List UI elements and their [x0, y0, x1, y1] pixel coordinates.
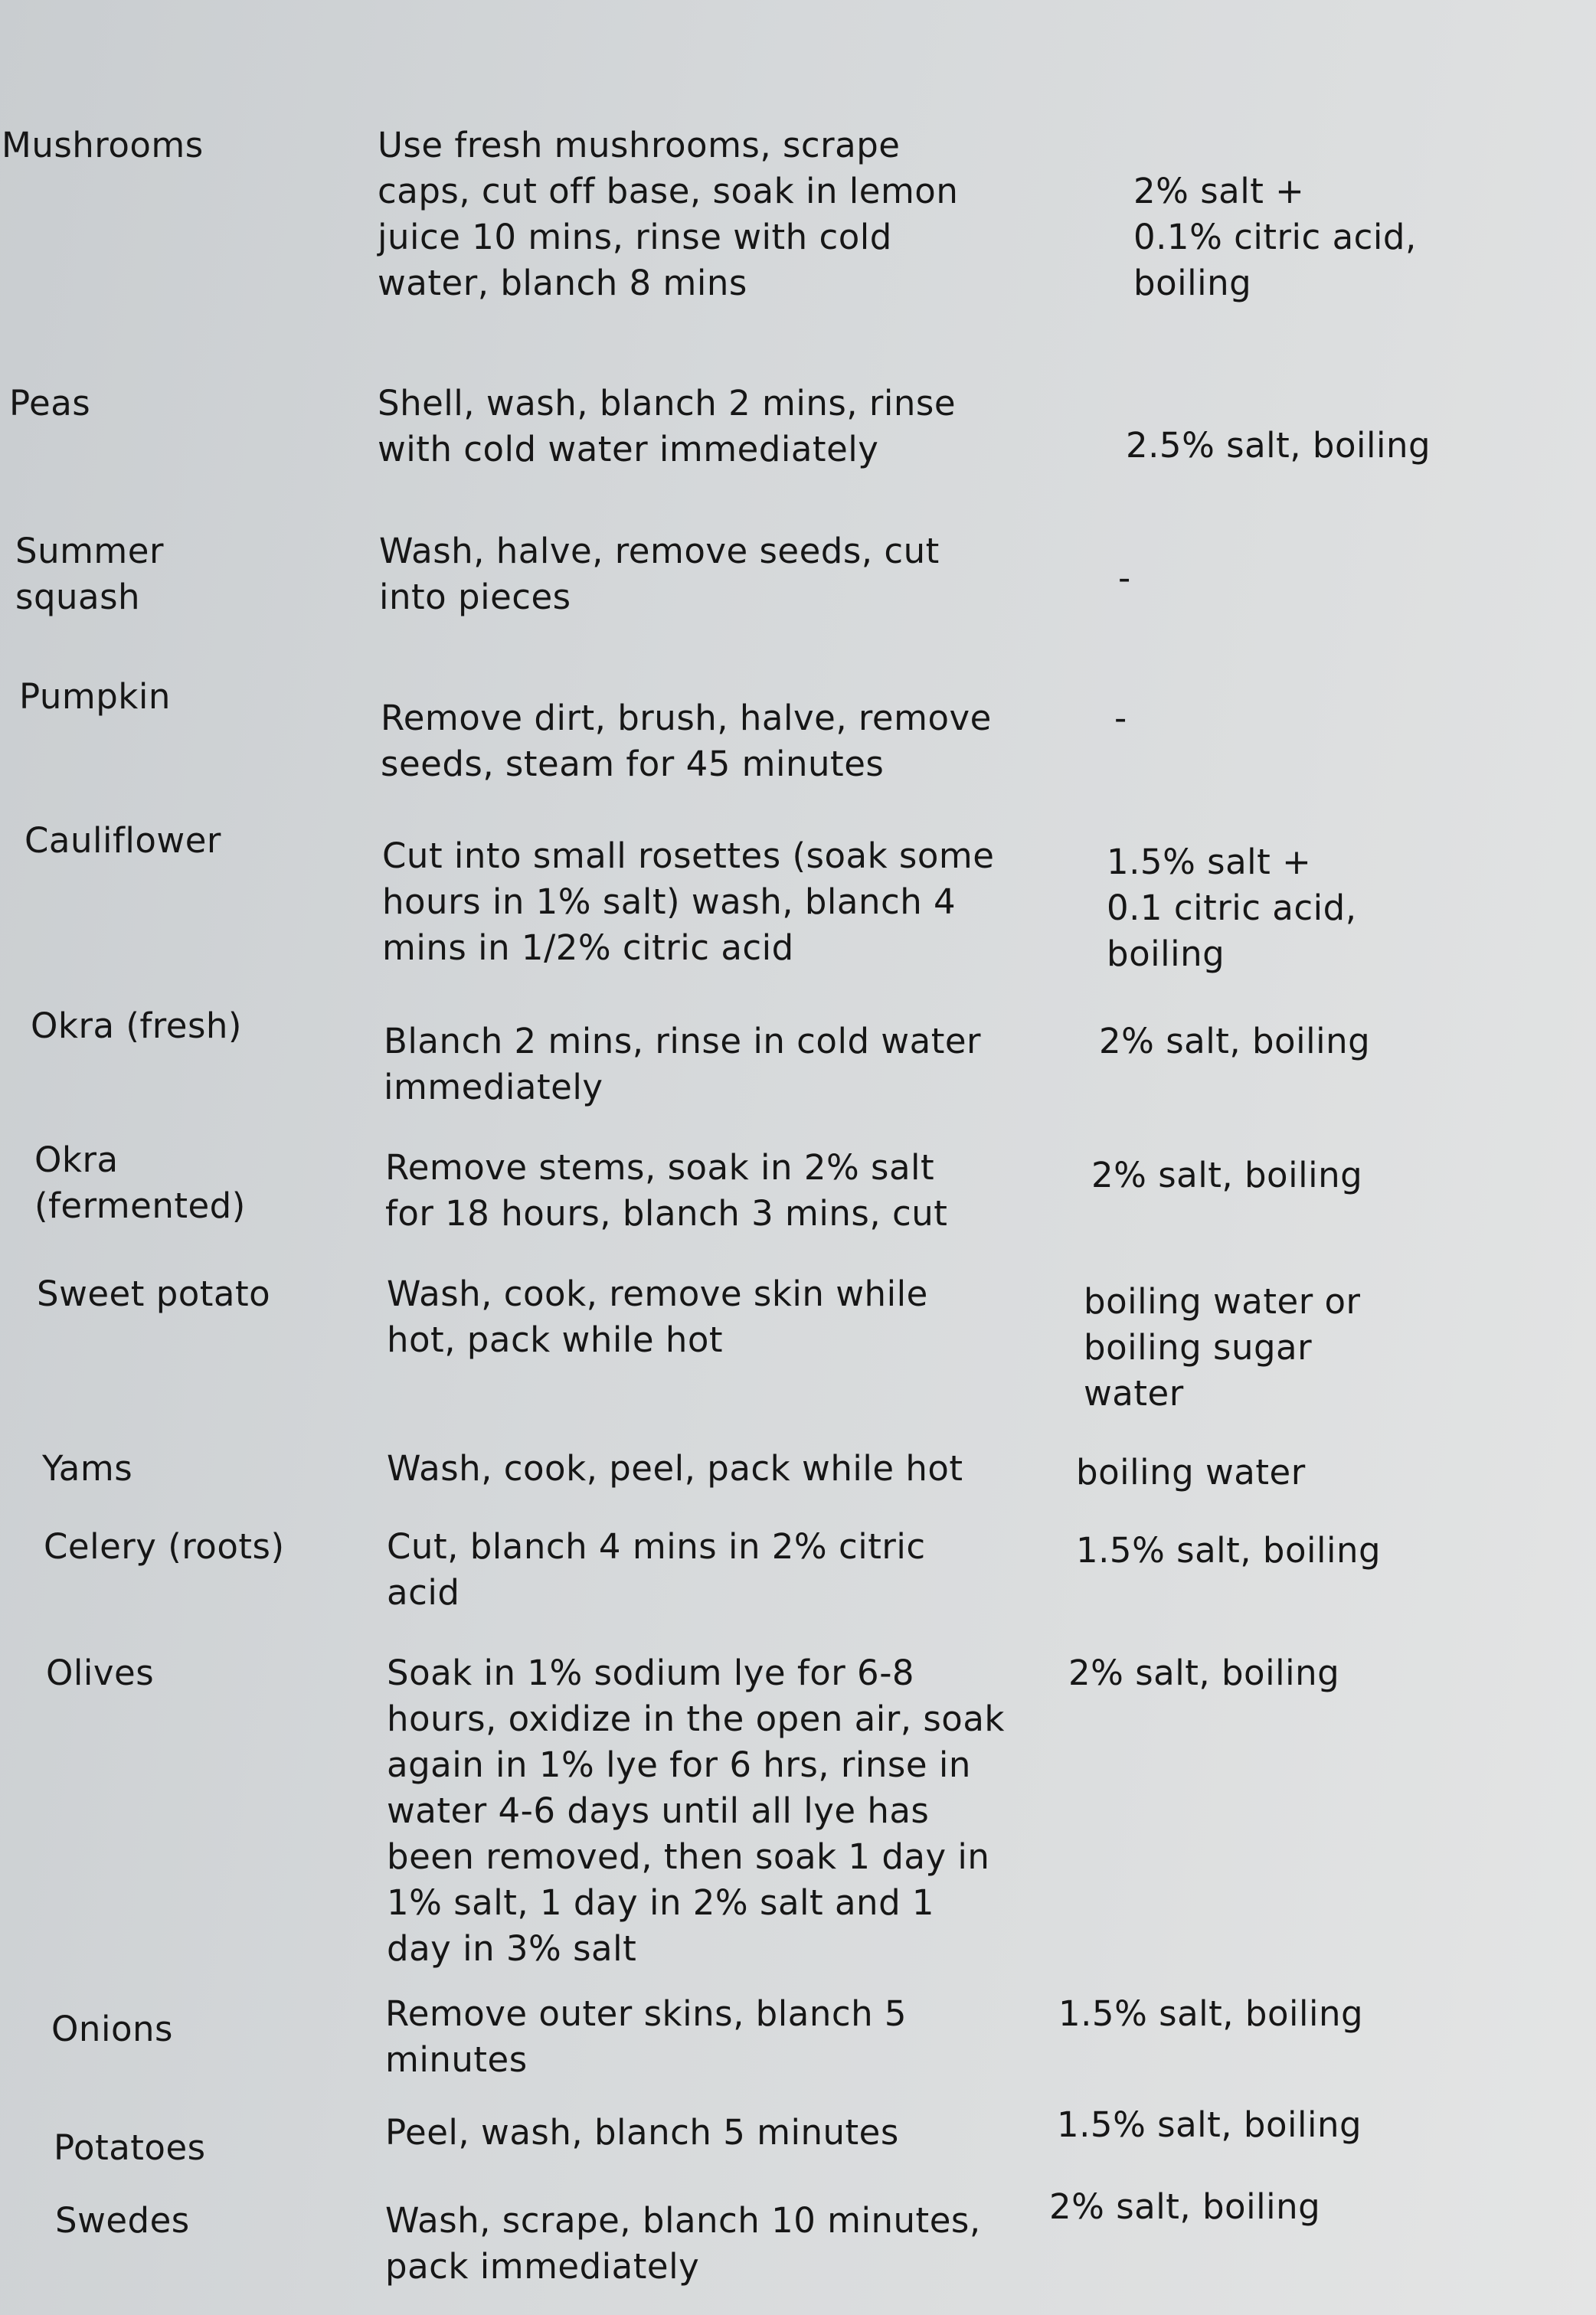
vegetable-name: Okra (fermented) [34, 1140, 246, 1226]
vegetable-name: Swedes [55, 2200, 190, 2241]
filling-liquid: boiling water or boiling sugar water [1084, 1281, 1361, 1414]
preparation-text: Shell, wash, blanch 2 mins, rinse with cold water immediately [378, 383, 957, 469]
preparation-text: Remove outer skins, blanch 5 minutes [385, 1993, 908, 2080]
preparation-text: Wash, halve, remove seeds, cut into pieces [379, 531, 940, 617]
filling-liquid: 2% salt, boiling [1068, 1653, 1340, 1693]
filling-liquid: 2% salt, boiling [1099, 1021, 1371, 1061]
filling-liquid: 2% salt + 0.1% citric acid, boiling [1133, 171, 1417, 303]
filling-liquid: 2% salt, boiling [1049, 2186, 1321, 2227]
preparation-text: Wash, cook, remove skin while hot, pack while hot [387, 1274, 928, 1360]
preparation-text: Cut into small rosettes (soak some hours in 1% salt) wash, blanch 4 mins in 1/2% citric acid [382, 835, 995, 968]
preparation-text: Remove dirt, brush, halve, remove seeds, steam for 45 minutes [381, 698, 992, 784]
filling-liquid: - [1118, 557, 1131, 598]
vegetable-name: Potatoes [54, 2127, 206, 2168]
preparation-text: Wash, scrape, blanch 10 minutes, pack immediately [385, 2200, 981, 2287]
preparation-text: Peel, wash, blanch 5 minutes [385, 2112, 899, 2153]
preparation-text: Cut, blanch 4 mins in 2% citric acid [387, 1526, 926, 1613]
filling-liquid: 1.5% salt, boiling [1057, 2104, 1362, 2145]
preparation-text: Wash, cook, peel, pack while hot [387, 1448, 963, 1489]
preparation-text: Remove stems, soak in 2% salt for 18 hours, blanch 3 mins, cut [385, 1147, 948, 1234]
preparation-text: Blanch 2 mins, rinse in cold water immediately [384, 1021, 982, 1107]
filling-liquid: 1.5% salt + 0.1 citric acid, boiling [1107, 842, 1357, 974]
vegetable-name: Celery (roots) [44, 1526, 285, 1567]
vegetable-name: Pumpkin [19, 676, 171, 717]
vegetable-name: Sweet potato [37, 1274, 271, 1314]
vegetable-name: Peas [9, 383, 91, 423]
vegetable-name: Summer squash [15, 531, 164, 617]
vegetable-name: Olives [46, 1653, 155, 1693]
filling-liquid: 1.5% salt, boiling [1076, 1530, 1382, 1571]
filling-liquid: 2.5% salt, boiling [1126, 425, 1431, 466]
vegetable-name: Cauliflower [25, 820, 221, 861]
filling-liquid: boiling water [1076, 1452, 1306, 1493]
vegetable-name: Onions [51, 2009, 173, 2049]
vegetable-name: Okra (fresh) [31, 1005, 242, 1046]
preparation-text: Soak in 1% sodium lye for 6-8 hours, oxidize in the open air, soak again in 1% lye for 6 hrs, rinse in water 4-6 days until all lye has been removed, then soak 1 day in 1% salt, 1 day in 2% salt and 1 day in 3% salt [387, 1653, 1005, 1969]
filling-liquid: - [1114, 698, 1127, 738]
filling-liquid: 1.5% salt, boiling [1058, 1993, 1364, 2034]
vegetable-name: Mushrooms [2, 125, 204, 165]
vegetable-name: Yams [42, 1448, 133, 1489]
preparation-text: Use fresh mushrooms, scrape caps, cut off base, soak in lemon juice 10 mins, rinse with cold water, blanch 8 mins [378, 125, 959, 303]
filling-liquid: 2% salt, boiling [1091, 1155, 1363, 1195]
